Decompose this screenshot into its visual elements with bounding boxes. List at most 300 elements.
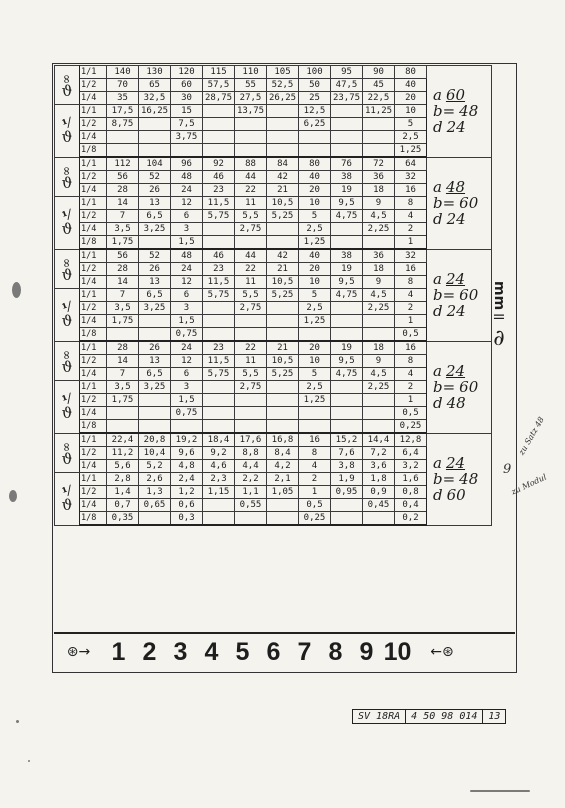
table-cell: 2,5	[299, 223, 331, 236]
table-cell: 11,5	[203, 355, 235, 368]
table-cell	[363, 407, 395, 420]
table-cell: 3	[171, 302, 203, 315]
table-cell: 12,8	[395, 433, 427, 447]
table-cell	[139, 407, 171, 420]
ratio-label: 1/4	[80, 368, 107, 381]
table-cell: 76	[331, 157, 363, 171]
table-cell: 47,5	[331, 79, 363, 92]
legend-a: 24	[445, 454, 466, 472]
table-cell: 9,6	[171, 447, 203, 460]
table-cell: 7	[107, 289, 139, 302]
table-cell: 25	[299, 92, 331, 105]
ratio-label: 1/8	[80, 328, 107, 342]
table-cell: 15	[171, 105, 203, 118]
table-cell	[363, 512, 395, 526]
legend-b: 60	[459, 378, 479, 396]
table-cell: 3,5	[107, 223, 139, 236]
table-cell	[267, 315, 299, 328]
table-cell: 7,6	[331, 447, 363, 460]
ratio-label: 1/1	[80, 289, 107, 302]
gear-symbol-icon: ∂	[493, 326, 505, 351]
table-cell	[203, 315, 235, 328]
table-cell	[235, 407, 267, 420]
table-cell: 5,6	[107, 460, 139, 473]
table-cell: 72	[363, 157, 395, 171]
table-cell: 0,5	[299, 499, 331, 512]
table-cell: 44	[235, 249, 267, 263]
handwritten-note-9: 9	[503, 462, 512, 477]
table-cell: 16	[395, 263, 427, 276]
table-cell: 5,5	[235, 368, 267, 381]
table-cell: 55	[235, 79, 267, 92]
column-number: 3	[173, 637, 188, 666]
table-cell: 18	[363, 263, 395, 276]
table-cell: 2,5	[299, 381, 331, 394]
table-cell: 11,5	[203, 276, 235, 289]
table-cell: 1	[395, 394, 427, 407]
table-cell: 5	[299, 210, 331, 223]
table-cell	[139, 144, 171, 158]
table-cell: 2	[395, 381, 427, 394]
table-cell: 57,5	[203, 79, 235, 92]
table-cell: 3,2	[395, 460, 427, 473]
table-cell: 8	[395, 197, 427, 210]
table-cell: 1,75	[107, 315, 139, 328]
table-cell	[203, 105, 235, 118]
table-cell	[139, 512, 171, 526]
table-cell: 3,25	[139, 223, 171, 236]
table-cell: 22	[235, 184, 267, 197]
table-cell: 0,35	[107, 512, 139, 526]
table-cell: 13,75	[235, 105, 267, 118]
table-cell: 5	[299, 289, 331, 302]
table-cell: 0,8	[395, 486, 427, 499]
column-number: 7	[297, 637, 312, 666]
legend-a: 24	[445, 362, 466, 380]
table-cell: 2,4	[171, 473, 203, 486]
table-cell: 4,6	[203, 460, 235, 473]
table-cell: 16,25	[139, 105, 171, 118]
table-cell: 50	[299, 79, 331, 92]
table-cell: 4	[395, 368, 427, 381]
table-cell	[203, 223, 235, 236]
table-cell: 1,5	[171, 236, 203, 250]
table-cell	[331, 302, 363, 315]
table-cell: 9	[363, 355, 395, 368]
table-cell	[299, 407, 331, 420]
table-cell: 12	[171, 276, 203, 289]
table-cell	[139, 394, 171, 407]
table-cell: 1,25	[395, 144, 427, 158]
table-cell: 6	[171, 289, 203, 302]
table-cell: 52	[139, 249, 171, 263]
table-cell: 19	[331, 263, 363, 276]
gear-train-symbol-icon: ∞ ϑ	[55, 249, 80, 289]
gear-ratio-legend: a 24 b= 60 d 48	[427, 341, 492, 433]
stamp-code: SV 18RA	[353, 710, 406, 723]
right-arrow-marker: ←⊛	[430, 644, 454, 660]
gear-train-symbol-icon: ∞ ϑ	[55, 433, 80, 473]
table-cell: 1	[395, 236, 427, 250]
table-cell: 24	[171, 263, 203, 276]
table-cell: 6,5	[139, 368, 171, 381]
table-cell: 120	[171, 66, 203, 79]
table-cell: 2,8	[107, 473, 139, 486]
gear-ratio-legend: a 48 b= 60 d 24	[427, 157, 492, 249]
table-cell	[203, 499, 235, 512]
table-cell	[107, 420, 139, 434]
table-cell: 12	[171, 197, 203, 210]
table-cell: 1,75	[107, 394, 139, 407]
ratio-label: 1/1	[80, 105, 107, 118]
table-cell	[363, 144, 395, 158]
table-cell: 6,25	[299, 118, 331, 131]
table-cell: 20,8	[139, 433, 171, 447]
table-cell: 5,75	[203, 289, 235, 302]
table-cell: 32	[395, 249, 427, 263]
table-cell	[235, 118, 267, 131]
table-cell	[331, 118, 363, 131]
table-cell: 26	[139, 184, 171, 197]
table-cell: 14	[107, 197, 139, 210]
table-cell: 0,9	[363, 486, 395, 499]
table-cell: 38	[331, 171, 363, 184]
table-cell	[203, 394, 235, 407]
ratio-label: 1/2	[80, 210, 107, 223]
table-cell: 9,2	[203, 447, 235, 460]
ratio-label: 1/1	[80, 341, 107, 355]
table-cell: 3,5	[107, 302, 139, 315]
table-cell	[267, 328, 299, 342]
table-cell: 28	[107, 263, 139, 276]
table-cell: 21	[267, 184, 299, 197]
table-cell: 1,6	[395, 473, 427, 486]
table-cell	[363, 315, 395, 328]
table-cell: 22,4	[107, 433, 139, 447]
table-cell: 4	[299, 460, 331, 473]
table-cell: 1,5	[171, 394, 203, 407]
table-cell: 3,25	[139, 302, 171, 315]
table-cell: 2,6	[139, 473, 171, 486]
table-cell: 2	[395, 302, 427, 315]
table-cell: 60	[171, 79, 203, 92]
table-cell: 56	[107, 249, 139, 263]
table-cell: 0,25	[395, 420, 427, 434]
table-cell: 8	[395, 276, 427, 289]
table-cell: 15,2	[331, 433, 363, 447]
ratio-label: 1/2	[80, 447, 107, 460]
table-cell	[203, 407, 235, 420]
table-cell: 19	[331, 341, 363, 355]
legend-a: 48	[445, 178, 466, 196]
table-cell: 12	[171, 355, 203, 368]
table-cell: 2,75	[235, 223, 267, 236]
table-cell: 40	[299, 249, 331, 263]
table-cell: 8	[395, 355, 427, 368]
table-cell	[235, 420, 267, 434]
table-cell: 4,2	[267, 460, 299, 473]
table-cell: 18	[363, 184, 395, 197]
table-cell: 2,75	[235, 302, 267, 315]
table-cell: 3,5	[107, 381, 139, 394]
table-cell	[107, 131, 139, 144]
table-cell	[267, 499, 299, 512]
table-cell: 1,25	[299, 236, 331, 250]
table-cell: 0,4	[395, 499, 427, 512]
handwritten-note-2: zu Satz 48	[517, 415, 546, 457]
table-cell: 24	[171, 341, 203, 355]
table-cell: 8,8	[235, 447, 267, 460]
table-cell: 18	[363, 341, 395, 355]
table-cell: 7	[107, 368, 139, 381]
table-cell: 5,75	[203, 368, 235, 381]
table-cell: 8,75	[107, 118, 139, 131]
table-cell	[363, 236, 395, 250]
table-cell: 80	[299, 157, 331, 171]
table-cell: 3,25	[139, 381, 171, 394]
table-cell: 5,5	[235, 210, 267, 223]
table-cell: 3,75	[171, 131, 203, 144]
table-cell: 19	[331, 184, 363, 197]
table-cell: 16	[395, 184, 427, 197]
table-cell: 4,75	[331, 210, 363, 223]
table-cell: 16	[395, 341, 427, 355]
table-cell	[203, 131, 235, 144]
table-row	[55, 66, 492, 79]
table-cell: 115	[203, 66, 235, 79]
table-cell: 52,5	[267, 79, 299, 92]
table-cell: 11,5	[203, 197, 235, 210]
table-cell	[267, 144, 299, 158]
table-cell: 9	[363, 276, 395, 289]
reduction-symbol-icon: ⅟ ϑ	[55, 197, 80, 250]
table-cell: 2,5	[395, 131, 427, 144]
table-cell: 2,75	[235, 381, 267, 394]
table-cell: 32	[395, 171, 427, 184]
table-cell: 40	[395, 79, 427, 92]
table-cell	[331, 315, 363, 328]
table-cell: 28,75	[203, 92, 235, 105]
table-cell: 13	[139, 276, 171, 289]
table-cell: 11	[235, 355, 267, 368]
table-cell: 22,5	[363, 92, 395, 105]
table-cell	[267, 105, 299, 118]
table-cell: 22	[235, 263, 267, 276]
table-cell	[139, 236, 171, 250]
table-cell: 23	[203, 341, 235, 355]
table-cell	[235, 394, 267, 407]
ratio-label: 1/1	[80, 157, 107, 171]
table-cell: 1,25	[299, 315, 331, 328]
table-cell: 80	[395, 66, 427, 79]
table-cell: 96	[171, 157, 203, 171]
table-cell	[331, 499, 363, 512]
ratio-label: 1/1	[80, 381, 107, 394]
ratio-label: 1/1	[80, 197, 107, 210]
table-cell	[363, 420, 395, 434]
table-cell	[139, 118, 171, 131]
equals-icon: =	[492, 307, 506, 326]
gear-ratio-legend: a 60 b= 48 d 24	[427, 66, 492, 158]
table-cell: 42	[267, 249, 299, 263]
table-cell: 100	[299, 66, 331, 79]
table-cell: 26,25	[267, 92, 299, 105]
gear-ratio-legend: a 24 b= 48 d 60	[427, 433, 492, 525]
column-number: 4	[204, 637, 219, 666]
table-cell: 84	[267, 157, 299, 171]
table-cell: 88	[235, 157, 267, 171]
table-cell: 4,75	[331, 368, 363, 381]
table-cell: 19,2	[171, 433, 203, 447]
gear-train-symbol-icon: ∞ ϑ	[55, 66, 80, 105]
table-cell: 105	[267, 66, 299, 79]
table-cell	[107, 144, 139, 158]
table-cell	[235, 512, 267, 526]
table-cell: 42	[267, 171, 299, 184]
table-cell: 35	[107, 92, 139, 105]
ratio-label: 1/1	[80, 433, 107, 447]
table-cell	[299, 144, 331, 158]
table-cell: 4,5	[363, 289, 395, 302]
table-cell: 1,75	[107, 236, 139, 250]
table-cell: 95	[331, 66, 363, 79]
ratio-label: 1/4	[80, 223, 107, 236]
table-cell	[107, 407, 139, 420]
table-row	[55, 341, 492, 355]
table-cell: 6	[171, 368, 203, 381]
legend-d: 24	[446, 302, 466, 320]
table-cell: 5	[395, 118, 427, 131]
table-cell: 3,6	[363, 460, 395, 473]
ratio-label: 1/8	[80, 512, 107, 526]
table-cell: 0,25	[299, 512, 331, 526]
table-cell: 46	[203, 171, 235, 184]
table-cell: 104	[139, 157, 171, 171]
table-cell: 5,5	[235, 289, 267, 302]
table-cell: 14	[107, 355, 139, 368]
table-cell: 1,1	[235, 486, 267, 499]
table-cell: 20	[299, 263, 331, 276]
table-cell: 6	[171, 210, 203, 223]
ratio-label: 1/2	[80, 394, 107, 407]
table-cell	[203, 118, 235, 131]
document-stamp	[352, 709, 506, 724]
table-cell: 2,25	[363, 381, 395, 394]
table-cell: 17,5	[107, 105, 139, 118]
table-cell: 0,5	[395, 407, 427, 420]
table-cell: 4,5	[363, 368, 395, 381]
table-cell: 110	[235, 66, 267, 79]
table-cell	[331, 131, 363, 144]
table-cell	[363, 118, 395, 131]
ratio-label: 1/4	[80, 92, 107, 105]
reduction-symbol-icon: ⅟ ϑ	[55, 473, 80, 526]
table-cell: 9,5	[331, 355, 363, 368]
table-cell: 26	[139, 341, 171, 355]
table-cell	[203, 236, 235, 250]
table-cell: 0,5	[395, 328, 427, 342]
ratio-label: 1/2	[80, 118, 107, 131]
table-cell	[235, 328, 267, 342]
table-cell	[267, 118, 299, 131]
ratio-label: 1/4	[80, 184, 107, 197]
ratio-label: 1/8	[80, 144, 107, 158]
column-number: 8	[328, 637, 343, 666]
table-cell: 9,5	[331, 276, 363, 289]
ratio-label: 1/4	[80, 131, 107, 144]
table-cell: 7,5	[171, 118, 203, 131]
table-cell: 7,2	[363, 447, 395, 460]
gear-train-symbol-icon: ∞ ϑ	[55, 341, 80, 381]
table-cell	[203, 328, 235, 342]
table-cell: 23,75	[331, 92, 363, 105]
column-number: 2	[142, 637, 157, 666]
table-cell: 2,5	[299, 302, 331, 315]
table-cell: 23	[203, 184, 235, 197]
table-cell: 9	[363, 197, 395, 210]
table-cell: 36	[363, 171, 395, 184]
table-cell: 2,3	[203, 473, 235, 486]
handwritten-note-3: zu Modul	[509, 472, 548, 497]
table-cell: 36	[363, 249, 395, 263]
table-cell	[267, 420, 299, 434]
table-cell	[267, 236, 299, 250]
legend-b: 60	[459, 286, 479, 304]
table-cell: 16	[299, 433, 331, 447]
table-cell: 9,5	[331, 197, 363, 210]
table-cell: 5	[299, 368, 331, 381]
table-cell: 6,4	[395, 447, 427, 460]
ratio-label: 1/2	[80, 355, 107, 368]
table-row	[55, 433, 492, 447]
table-cell: 10,5	[267, 355, 299, 368]
table-cell	[299, 131, 331, 144]
table-cell: 56	[107, 171, 139, 184]
table-cell	[203, 420, 235, 434]
table-cell: 21	[267, 263, 299, 276]
legend-d: 24	[446, 118, 466, 137]
table-cell: 2,25	[363, 223, 395, 236]
table-cell: 1,3	[139, 486, 171, 499]
table-cell: 1	[395, 315, 427, 328]
table-cell: 10	[299, 355, 331, 368]
table-cell	[363, 394, 395, 407]
table-cell	[331, 105, 363, 118]
table-cell	[331, 394, 363, 407]
table-cell: 90	[363, 66, 395, 79]
legend-b: 48	[459, 470, 479, 488]
table-cell: 10	[395, 105, 427, 118]
table-cell	[331, 236, 363, 250]
table-cell	[267, 512, 299, 526]
table-cell: 23	[203, 263, 235, 276]
ratio-label: 1/1	[80, 66, 107, 79]
column-number: 9	[359, 637, 374, 666]
table-cell: 0,75	[171, 407, 203, 420]
table-cell: 21	[267, 341, 299, 355]
table-cell	[139, 131, 171, 144]
legend-d: 60	[446, 486, 466, 504]
table-cell: 0,6	[171, 499, 203, 512]
ratio-label: 1/8	[80, 420, 107, 434]
table-cell: 24	[171, 184, 203, 197]
table-cell	[203, 381, 235, 394]
table-cell: 52	[139, 171, 171, 184]
ratio-label: 1/1	[80, 473, 107, 486]
ratio-label: 1/4	[80, 499, 107, 512]
table-cell	[267, 394, 299, 407]
ratio-label: 1/2	[80, 263, 107, 276]
